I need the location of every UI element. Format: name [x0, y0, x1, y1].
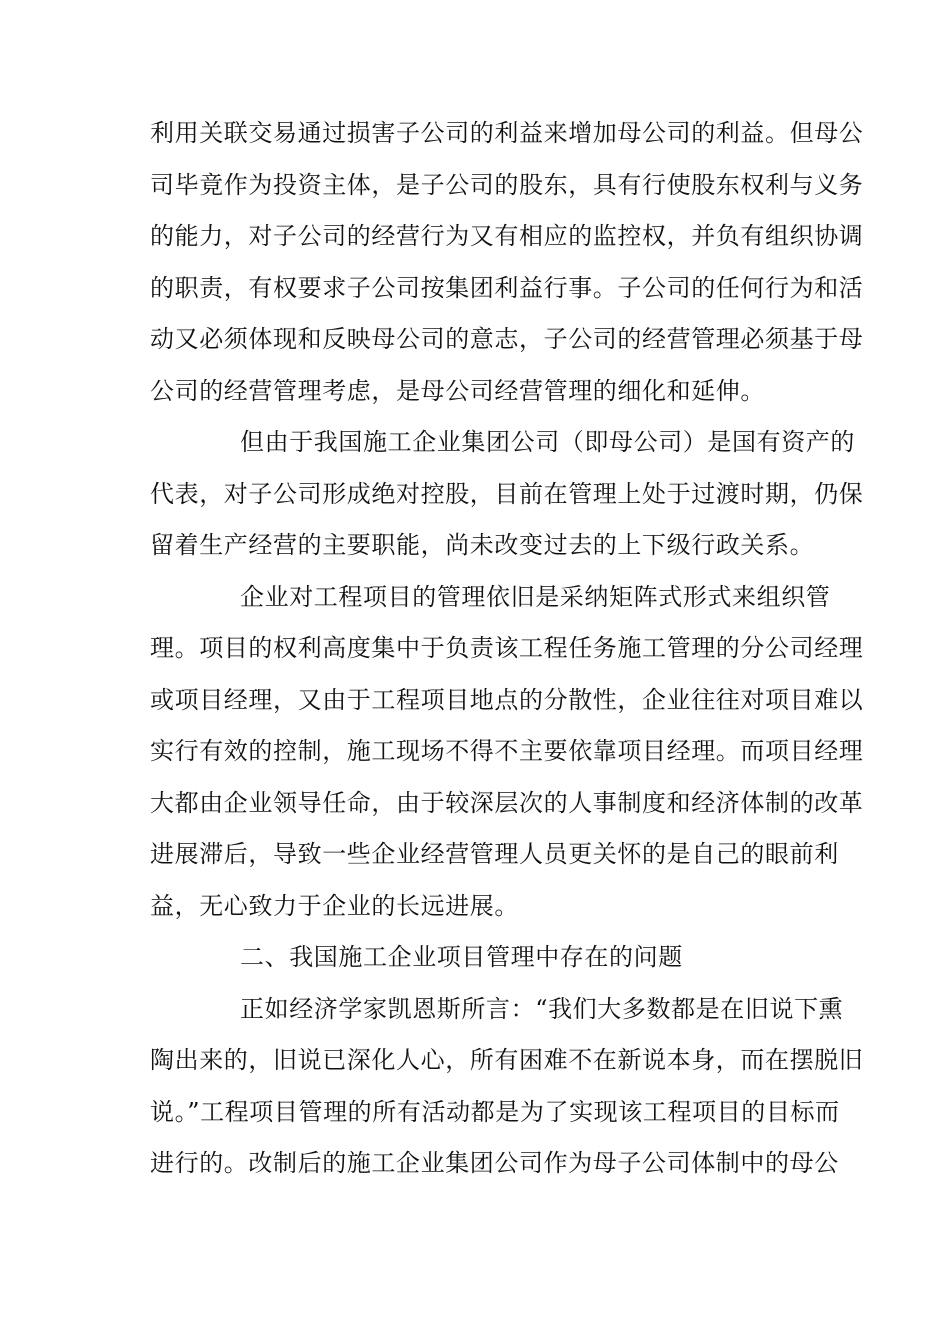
text-line: 陶出来的，旧说已深化人心，所有困难不在新说本身，而在摆脱旧 — [150, 1046, 864, 1074]
text-line: 司毕竟作为投资主体，是子公司的股东，具有行使股东权利与义务 — [150, 170, 864, 199]
text-line: 益，无心致力于企业的长远进展。 — [150, 891, 519, 920]
text-line: 动又必须体现和反映母公司的意志，子公司的经营管理必须基于母 — [150, 325, 864, 353]
text-line: 大都由企业领导任命，由于较深层次的人事制度和经济体制的改革 — [150, 788, 864, 817]
text-line: 实行有效的控制，施工现场不得不主要依靠项目经理。而项目经理 — [150, 737, 864, 765]
text-line: 进展滞后，导致一些企业经营管理人员更关怀的是自己的眼前利 — [150, 840, 839, 868]
text-line: 说。”工程项目管理的所有活动都是为了实现该工程项目的目标而 — [150, 1097, 840, 1126]
text-line: 的能力，对子公司的经营行为又有相应的监控权，并负有组织协调 — [150, 222, 864, 250]
text-line: 利用关联交易通过损害子公司的利益来增加母公司的利益。但母公 — [150, 119, 864, 147]
text-line: 或项目经理，又由于工程项目地点的分散性，企业往往对项目难以 — [150, 685, 864, 714]
text-line: 进行的。改制后的施工企业集团公司作为母子公司体制中的母公 — [150, 1149, 839, 1177]
text-line: 理。项目的权利高度集中于负责该工程任务施工管理的分公司经理 — [150, 634, 864, 662]
paragraph-first-line: 企业对工程项目的管理依旧是采纳矩阵式形式来组织管 — [240, 582, 831, 611]
text-line: 留着生产经营的主要职能，尚未改变过去的上下级行政关系。 — [150, 531, 815, 559]
paragraph-first-line: 但由于我国施工企业集团公司（即母公司）是国有资产的 — [240, 428, 855, 456]
text-line: 的职责，有权要求子公司按集团利益行事。子公司的任何行为和活 — [150, 273, 864, 302]
body-text — [150, 108, 864, 1190]
paragraph-first-line: 正如经济学家凯恩斯所言：“我们大多数都是在旧说下熏 — [240, 994, 844, 1023]
text-line: 代表，对子公司形成绝对控股，目前在管理上处于过渡时期，仍保 — [150, 479, 864, 508]
text-line: 公司的经营管理考虑，是母公司经营管理的细化和延伸。 — [150, 376, 765, 405]
section-heading: 二、我国施工企业项目管理中存在的问题 — [240, 943, 683, 971]
